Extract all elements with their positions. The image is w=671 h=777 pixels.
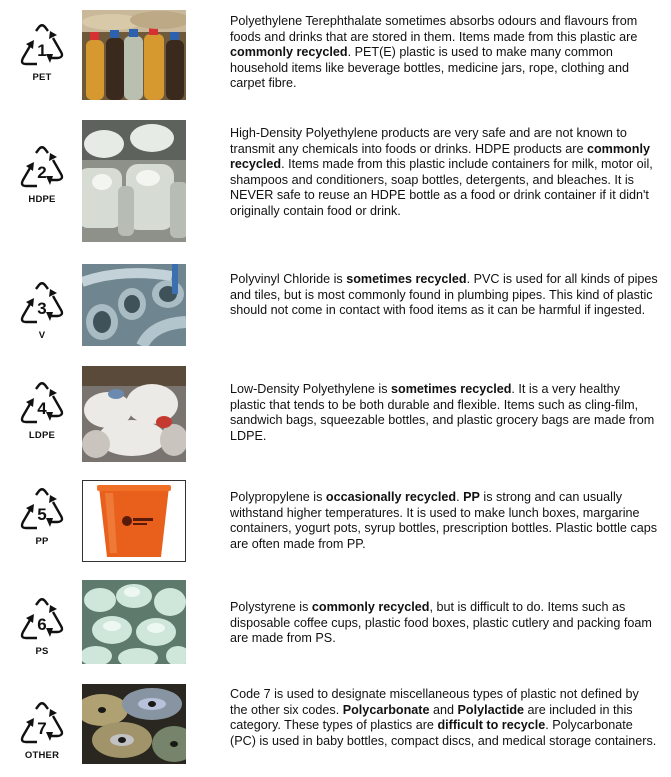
recycle-triangle-icon bbox=[17, 598, 67, 644]
resin-code-label: HDPE bbox=[28, 194, 56, 205]
description-text: and bbox=[429, 702, 458, 717]
description-text: High-Density Polyethylene products are very safe and are not known to transmit any chemicals into foods or drinks. HDPE products are bbox=[230, 126, 627, 156]
resin-code-label: OTHER bbox=[24, 750, 60, 761]
plastic-row bbox=[0, 480, 671, 562]
description-text: Polystyrene is bbox=[230, 600, 312, 614]
description-text: . Polycarbonate (PC) is used in baby bottles, compact discs, and medical storage containers. bbox=[230, 718, 657, 748]
milk-jugs-photo bbox=[82, 120, 186, 242]
resin-code-label: V bbox=[38, 330, 46, 341]
emphasis-text: Polycarbonate bbox=[342, 702, 430, 717]
orange-cup-photo bbox=[82, 480, 186, 562]
plastic-description bbox=[230, 600, 658, 647]
plastic-bottles-photo bbox=[82, 10, 186, 100]
emphasis-text: Polylactide bbox=[457, 702, 525, 717]
recycle-triangle-icon bbox=[17, 24, 67, 70]
emphasis-text: commonly recycled bbox=[311, 600, 430, 614]
recycling-symbol bbox=[14, 24, 70, 83]
plastic-row bbox=[0, 580, 671, 664]
plastic-description bbox=[230, 126, 658, 220]
emphasis-text: occasionally recycled bbox=[325, 490, 457, 504]
description-text: . PET(E) plastic is used to make many common household items like beverage bottles, medicine jars, rope, clothing and carpet fibre. bbox=[230, 45, 630, 91]
description-text: Polypropylene is bbox=[230, 490, 326, 504]
plastic-row bbox=[0, 264, 671, 346]
pvc-pipes-photo bbox=[82, 264, 186, 346]
plastic-description bbox=[230, 490, 658, 552]
resin-code-number: 1 bbox=[37, 41, 47, 60]
plastic-row bbox=[0, 120, 671, 242]
description-text: Polyvinyl Chloride is bbox=[230, 272, 347, 286]
emphasis-text: commonly recycled bbox=[230, 45, 348, 60]
recycle-triangle-icon bbox=[17, 282, 67, 328]
recycle-triangle-icon bbox=[17, 488, 67, 534]
recycling-symbol bbox=[14, 488, 70, 547]
description-text: . PVC is used for all kinds of pipes and tiles, but is most commonly found in plumbing pipes. This kind of plastic should not come in contact with food items as it can be harmful if ingested. bbox=[230, 272, 658, 318]
description-text: . It is a very healthy plastic that tends to be both durable and flexible. Items such as cling-film, sandwich bags, squeezable bottles, and plastic grocery bags are made from LDPE. bbox=[230, 382, 655, 443]
resin-code-number: 3 bbox=[37, 299, 47, 318]
recycling-symbol bbox=[14, 382, 70, 441]
description-text: is strong and can usually withstand higher temperatures. It is used to make lunch boxes, margarine containers, yogurt pots, syrup bottles, prescription bottles. Plastic bottle caps are often made from PP. bbox=[230, 490, 658, 551]
recycle-triangle-icon bbox=[17, 146, 67, 192]
emphasis-text: sometimes recycled bbox=[391, 382, 512, 396]
resin-code-number: 7 bbox=[37, 719, 47, 738]
recycling-symbol bbox=[14, 146, 70, 205]
plastic-description bbox=[230, 687, 658, 749]
resin-code-number: 5 bbox=[37, 505, 47, 524]
plastic-description bbox=[230, 382, 658, 444]
emphasis-text: PP bbox=[463, 490, 480, 504]
compact-discs-photo bbox=[82, 684, 186, 764]
description-text: Low-Density Polyethylene is bbox=[230, 382, 391, 396]
emphasis-text: sometimes recycled bbox=[346, 272, 467, 286]
emphasis-text: commonly recycled bbox=[230, 141, 650, 172]
resin-code-number: 2 bbox=[37, 163, 47, 182]
description-text: Code 7 is used to designate miscellaneous types of plastic not defined by the other six codes. bbox=[230, 687, 639, 717]
recycling-symbol bbox=[14, 702, 70, 761]
description-text: . bbox=[456, 490, 464, 504]
recycling-symbol bbox=[14, 282, 70, 341]
recycle-triangle-icon bbox=[17, 702, 67, 748]
packing-foam-photo bbox=[82, 580, 186, 664]
resin-code-label: PP bbox=[35, 536, 49, 547]
plastic-description bbox=[230, 272, 658, 319]
description-text: Polyethylene Terephthalate sometimes absorbs odours and flavours from foods and drinks that are stored in them. Items made from this plastic are bbox=[230, 14, 638, 44]
description-text: , but is difficult to do. Items such as disposable coffee cups, plastic food boxes, plastic cutlery and packing foam are made from PS. bbox=[230, 600, 652, 646]
resin-code-label: PET bbox=[32, 72, 52, 83]
resin-code-number: 6 bbox=[37, 615, 47, 634]
plastic-row bbox=[0, 366, 671, 462]
description-text: are included in this category. These types of plastics are bbox=[230, 702, 633, 733]
resin-code-label: PS bbox=[35, 646, 49, 657]
plastic-row bbox=[0, 10, 671, 100]
plastic-bags-photo bbox=[82, 366, 186, 462]
resin-code-label: LDPE bbox=[28, 430, 56, 441]
plastic-row bbox=[0, 684, 671, 777]
recycling-symbol bbox=[14, 598, 70, 657]
description-text: . Items made from this plastic include containers for milk, motor oil, shampoos and conditioners, soap bottles, detergents, and bleaches. It is NEVER safe to reuse an HDPE bottle as a food or drink container if it didn't originally contain food or drink. bbox=[230, 157, 653, 218]
plastic-description bbox=[230, 14, 658, 92]
emphasis-text: difficult to recycle bbox=[437, 718, 546, 733]
recycle-triangle-icon bbox=[17, 382, 67, 428]
resin-code-number: 4 bbox=[37, 399, 47, 418]
